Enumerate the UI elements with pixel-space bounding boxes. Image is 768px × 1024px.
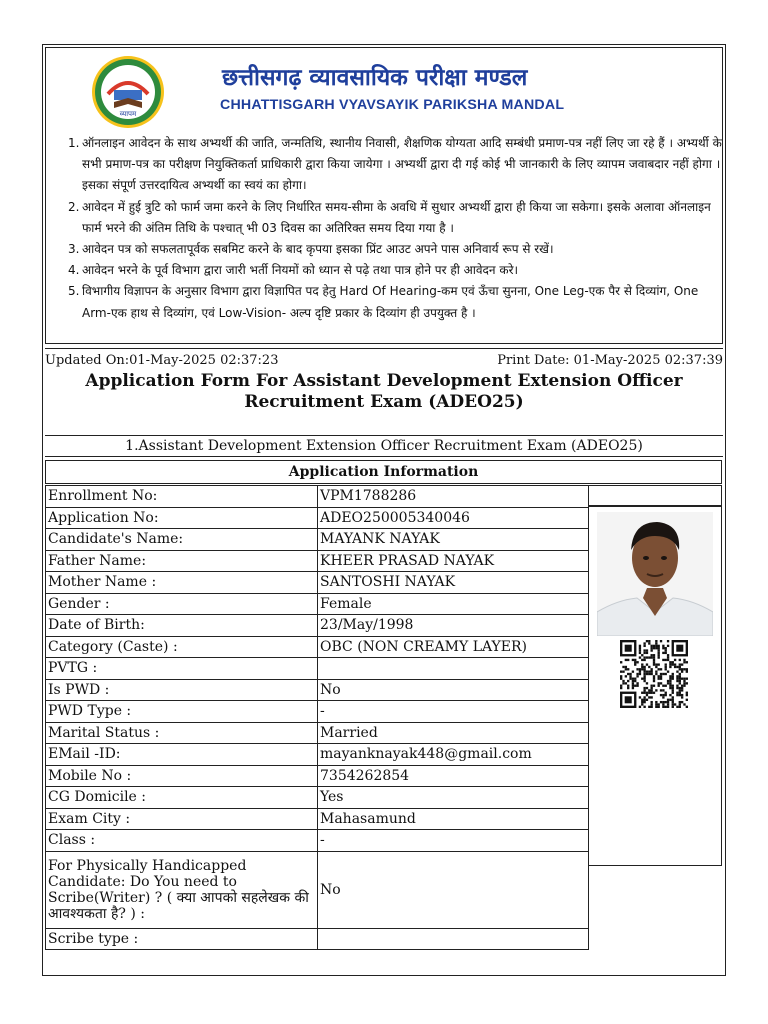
table-row bbox=[46, 722, 589, 744]
svg-text:व्यापम: व्यापम bbox=[119, 110, 137, 118]
candidate-photo bbox=[597, 512, 713, 636]
divider bbox=[45, 456, 723, 457]
row-label: PWD Type : bbox=[46, 701, 318, 723]
row-label: Category (Caste) : bbox=[46, 636, 318, 658]
row-value: Married bbox=[318, 722, 589, 744]
row-value: mayanknayak448@gmail.com bbox=[318, 744, 589, 766]
print-date: Print Date: 01-May-2025 02:37:39 bbox=[497, 352, 723, 368]
meta-row bbox=[45, 348, 723, 371]
row-label: EMail -ID: bbox=[46, 744, 318, 766]
row-value: Female bbox=[318, 593, 589, 615]
row-label: Is PWD : bbox=[46, 679, 318, 701]
row-value: No bbox=[318, 851, 589, 928]
row-label: Candidate's Name: bbox=[46, 529, 318, 551]
row-value: ADEO250005340046 bbox=[318, 507, 589, 529]
table-row bbox=[46, 593, 589, 615]
table-row bbox=[46, 486, 589, 508]
table-row bbox=[46, 550, 589, 572]
table-row bbox=[46, 744, 589, 766]
row-value: Mahasamund bbox=[318, 808, 589, 830]
row-label: PVTG : bbox=[46, 658, 318, 680]
row-label: Father Name: bbox=[46, 550, 318, 572]
row-value: 7354262854 bbox=[318, 765, 589, 787]
table-row bbox=[46, 765, 589, 787]
instructions-list bbox=[50, 133, 722, 324]
table-row bbox=[46, 615, 589, 637]
row-label: Mother Name : bbox=[46, 572, 318, 594]
row-value: KHEER PRASAD NAYAK bbox=[318, 550, 589, 572]
instruction-item: 2. आवेदन में हुई त्रुटि को फार्म जमा करने के लिए निर्धारित समय-सीमा के अवधि में सुधार अभ्यर्थी द्वारा ही किया जा सकेगा। इसके अलावा ऑनलाइन फार्म भरने की अंतिम तिथि के पश्चात् भी 03 दिवस का अतिरिक्त समय दिया गया है । bbox=[68, 199, 711, 235]
row-value: - bbox=[318, 701, 589, 723]
table-row bbox=[46, 658, 589, 680]
row-value: SANTOSHI NAYAK bbox=[318, 572, 589, 594]
table-row bbox=[46, 572, 589, 594]
instruction-item: 5. विभागीय विज्ञापन के अनुसार विभाग द्वारा विज्ञापित पद हेतु Hard Of Hearing-कम एवं ऊँचा सुनना, One Leg-एक पैर से दिव्यांग, One Arm-एक हाथ से दिव्यांग, एवं Low-Vision- अल्प दृष्टि प्रकार के दिव्यांग ही उपयुक्त है । bbox=[68, 284, 699, 320]
table-row bbox=[46, 928, 589, 950]
row-label: Application No: bbox=[46, 507, 318, 529]
instruction-item: 4. आवेदन भरने के पूर्व विभाग द्वारा जारी भर्ती नियमों को ध्यान से पढ़े तथा पात्र होने पर ही आवेदन करे। bbox=[68, 263, 519, 278]
instruction-item: 1. ऑनलाइन आवेदन के साथ अभ्यर्थी की जाति, जन्मतिथि, स्थानीय निवासी, शैक्षणिक योग्यता आदि सम्बंधी प्रमाण-पत्र नहीं लिए जा रहे हैं । अभ्यर्थी के सभी प्रमाण-पत्र का परीक्षण नियुक्तिकर्ता प्राधिकारी द्वारा किया जायेगा । अभ्यर्थी द्वारा दी गई कोई भी जानकारी के लिए व्यापम जवाबदार नहीं होगा । इसका संपूर्ण उत्तरदायित्व अभ्यर्थी का स्वयं का होगा। bbox=[68, 136, 722, 193]
row-label: CG Domicile : bbox=[46, 787, 318, 809]
row-label: Scribe type : bbox=[46, 928, 318, 950]
exam-name: 1.Assistant Development Extension Officer Recruitment Exam (ADEO25) bbox=[125, 438, 643, 454]
table-row bbox=[46, 679, 589, 701]
instruction-item: 3. आवेदन पत्र को सफलतापूर्वक सबमिट करने के बाद कृपया इसका प्रिंट आउट अपने पास अनिवार्य रूप से रखें। bbox=[68, 242, 554, 257]
row-label: Enrollment No: bbox=[46, 486, 318, 508]
org-name-english: CHHATTISGARH VYAVSAYIK PARIKSHA MANDAL bbox=[220, 97, 565, 113]
row-value: No bbox=[318, 679, 589, 701]
row-label: Exam City : bbox=[46, 808, 318, 830]
row-label: For Physically Handicapped Candidate: Do You need to Scribe(Writer) ? ( क्या आपको सहलेखक की आवश्यकता है? ) : bbox=[46, 851, 318, 928]
row-label: Mobile No : bbox=[46, 765, 318, 787]
row-label: Gender : bbox=[46, 593, 318, 615]
form-title: Application Form For Assistant Development Extension Officer Recruitment Exam (ADEO25) bbox=[85, 371, 683, 412]
row-value: MAYANK NAYAK bbox=[318, 529, 589, 551]
table-row bbox=[46, 701, 589, 723]
row-label: Marital Status : bbox=[46, 722, 318, 744]
table-row bbox=[46, 636, 589, 658]
side-cell bbox=[588, 485, 722, 506]
row-value bbox=[318, 658, 589, 680]
table-row bbox=[46, 808, 589, 830]
row-label: Class : bbox=[46, 830, 318, 852]
row-value: VPM1788286 bbox=[318, 486, 589, 508]
row-value bbox=[318, 928, 589, 950]
section-title: Application Information bbox=[45, 460, 722, 484]
table-row bbox=[46, 851, 589, 928]
org-name-hindi: छत्तीसगढ़ व्यावसायिक परीक्षा मण्डल bbox=[222, 65, 528, 91]
updated-on: Updated On:01-May-2025 02:37:23 bbox=[45, 352, 279, 368]
qr-code bbox=[620, 640, 688, 708]
row-value: - bbox=[318, 830, 589, 852]
vyapam-logo bbox=[90, 54, 166, 130]
row-value: 23/May/1998 bbox=[318, 615, 589, 637]
application-info-table bbox=[45, 485, 589, 950]
table-row bbox=[46, 787, 589, 809]
row-value: OBC (NON CREAMY LAYER) bbox=[318, 636, 589, 658]
row-label: Date of Birth: bbox=[46, 615, 318, 637]
table-row bbox=[46, 507, 589, 529]
row-value: Yes bbox=[318, 787, 589, 809]
table-row bbox=[46, 830, 589, 852]
table-row bbox=[46, 529, 589, 551]
